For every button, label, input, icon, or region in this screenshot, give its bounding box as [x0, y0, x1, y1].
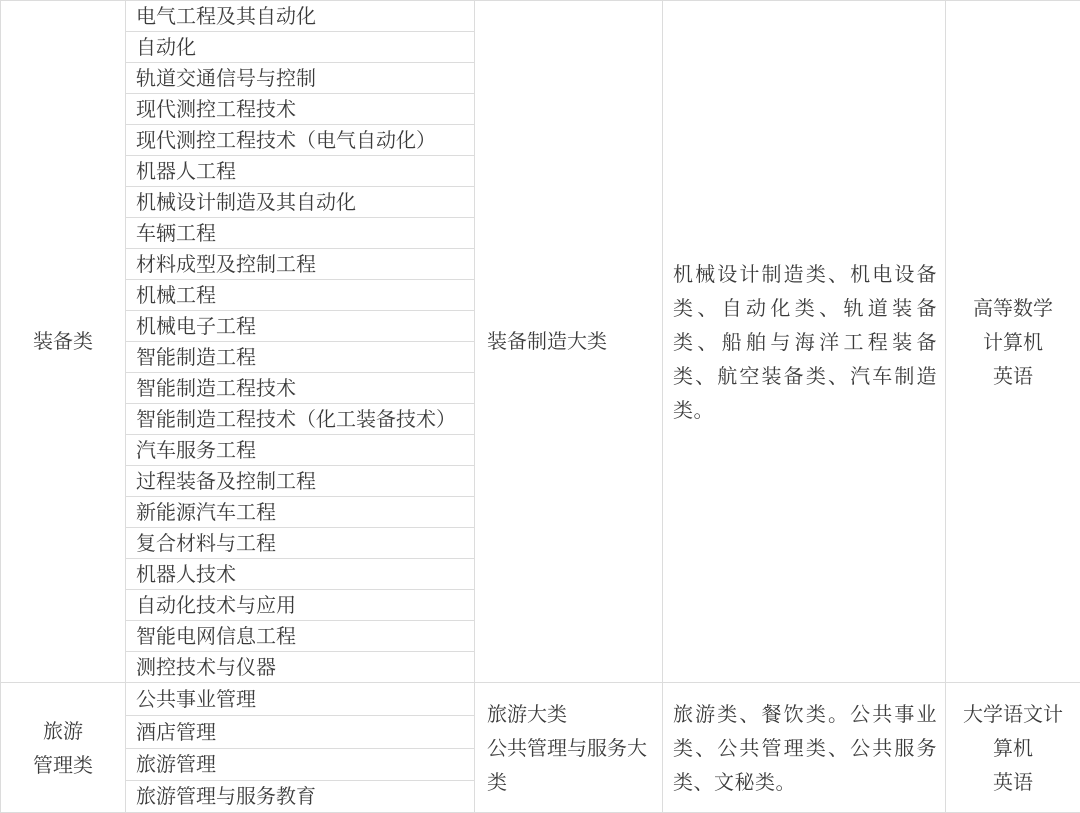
exam-subject: 算机 — [946, 731, 1080, 765]
major-name-cell: 机器人工程 — [126, 156, 475, 187]
table-row — [1, 1, 1080, 32]
big-category-line: 旅游大类 — [487, 697, 654, 731]
exam-subject: 大学语文计 — [946, 697, 1080, 731]
major-name-cell: 智能制造工程 — [126, 342, 475, 373]
major-name-cell: 旅游管理与服务教育 — [126, 781, 475, 813]
category-cell — [1, 1, 126, 683]
big-category-line: 类 — [487, 765, 654, 799]
category-label: 装备类 — [33, 329, 93, 353]
scope-cell: 旅游类、餐饮类。公共事业类、公共管理类、公共服务类、文秘类。 — [663, 683, 946, 813]
major-name-cell: 旅游管理 — [126, 749, 475, 781]
exam-subject: 高等数学 — [946, 291, 1080, 325]
category-label-line: 旅游 — [5, 714, 121, 748]
table-row — [1, 683, 1080, 716]
major-name-cell: 智能电网信息工程 — [126, 621, 475, 652]
major-name-cell: 智能制造工程技术（化工装备技术） — [126, 404, 475, 435]
exam-subject: 英语 — [946, 765, 1080, 799]
major-name-cell: 新能源汽车工程 — [126, 497, 475, 528]
major-name-cell: 电气工程及其自动化 — [126, 1, 475, 32]
major-name-cell: 现代测控工程技术 — [126, 94, 475, 125]
major-name-cell: 汽车服务工程 — [126, 435, 475, 466]
exam-subject: 计算机 — [946, 325, 1080, 359]
major-name-cell: 机械设计制造及其自动化 — [126, 187, 475, 218]
major-name-cell: 机器人技术 — [126, 559, 475, 590]
major-name-cell: 机械工程 — [126, 280, 475, 311]
exam-subjects-cell — [946, 683, 1080, 813]
major-name-cell: 酒店管理 — [126, 716, 475, 749]
major-name-cell: 自动化 — [126, 32, 475, 63]
major-name-cell: 自动化技术与应用 — [126, 590, 475, 621]
scope-cell: 机械设计制造类、机电设备类、自动化类、轨道装备类、船舶与海洋工程装备类、航空装备类、汽车制造类。 — [663, 1, 946, 683]
big-category-label: 装备制造大类 — [487, 329, 607, 353]
major-name-cell: 公共事业管理 — [126, 683, 475, 716]
major-name-cell: 复合材料与工程 — [126, 528, 475, 559]
major-name-cell: 车辆工程 — [126, 218, 475, 249]
big-category-cell — [475, 683, 663, 813]
major-name-cell: 机械电子工程 — [126, 311, 475, 342]
major-name-cell: 测控技术与仪器 — [126, 652, 475, 683]
major-name-cell: 材料成型及控制工程 — [126, 249, 475, 280]
exam-subject: 英语 — [946, 359, 1080, 393]
major-name-cell: 过程装备及控制工程 — [126, 466, 475, 497]
category-cell — [1, 683, 126, 813]
big-category-line: 公共管理与服务大 — [487, 731, 654, 765]
big-category-cell — [475, 1, 663, 683]
category-label-line: 管理类 — [5, 748, 121, 782]
major-name-cell: 现代测控工程技术（电气自动化） — [126, 125, 475, 156]
major-name-cell: 智能制造工程技术 — [126, 373, 475, 404]
exam-subjects-cell — [946, 1, 1080, 683]
major-name-cell: 轨道交通信号与控制 — [126, 63, 475, 94]
